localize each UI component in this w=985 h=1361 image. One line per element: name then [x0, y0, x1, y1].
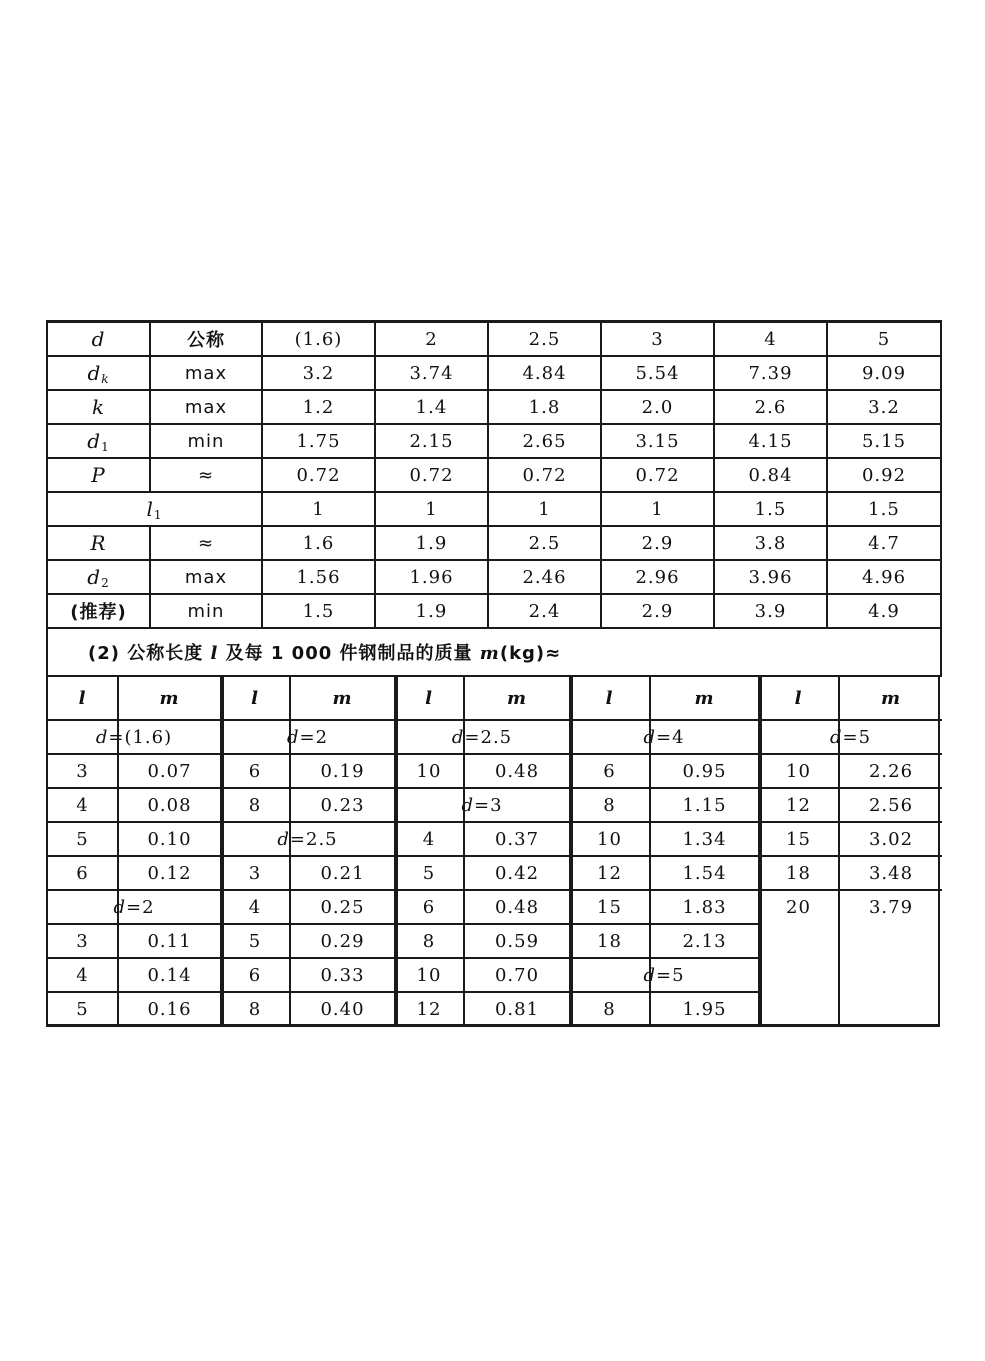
mass-row — [395, 856, 569, 890]
mass-row — [48, 924, 220, 958]
value-cell: 0.72 — [488, 458, 601, 492]
length-cell: 10 — [570, 822, 650, 856]
mass-cell: 0.40 — [320, 998, 365, 1020]
row-symbol — [47, 356, 150, 390]
mass-row — [759, 890, 942, 923]
mass-row — [221, 788, 394, 822]
length-cell: 4 — [221, 890, 290, 924]
mass-row — [395, 992, 569, 1025]
mass-row — [48, 958, 220, 992]
column-divider — [117, 677, 119, 1024]
length-cell: 10 — [759, 754, 839, 788]
title-middle: 及每 1 000 件钢制品的质量 — [218, 643, 480, 664]
spec-row — [47, 390, 941, 424]
dimension-table — [46, 320, 942, 677]
diameter-value: =3 — [473, 794, 503, 816]
mass-row — [395, 890, 569, 924]
length-cell: 15 — [570, 890, 650, 924]
column-divider — [289, 677, 291, 1024]
mass-group — [759, 677, 942, 1024]
mass-cell: 0.37 — [464, 822, 569, 856]
value-cell: 4.15 — [714, 424, 827, 458]
mass-cell: 0.19 — [290, 754, 394, 788]
length-cell: 10 — [395, 958, 464, 992]
symbol-letter: R — [90, 531, 107, 555]
length-cell: 8 — [221, 788, 290, 822]
mass-group — [221, 677, 398, 1024]
title-suffix: (kg)≈ — [499, 643, 562, 664]
diameter-value: =2.5 — [464, 726, 513, 748]
diameter-symbol: d — [286, 726, 300, 748]
value-cell: 4.84 — [488, 356, 601, 390]
mass-cell: 0.42 — [464, 856, 569, 890]
value-cell: 1.9 — [375, 526, 488, 560]
symbol-letter: P — [91, 463, 106, 487]
title-m-symbol: m — [479, 643, 500, 664]
length-cell: 5 — [48, 822, 118, 856]
value-cell: 1.5 — [262, 594, 375, 628]
mass-row — [570, 856, 758, 890]
length-cell: 5 — [221, 924, 290, 958]
mass-cell: 0.48 — [464, 754, 569, 788]
col-header-m: m — [839, 677, 942, 720]
length-cell: 8 — [570, 992, 650, 1025]
mass-row — [395, 924, 569, 958]
value-cell: 0.72 — [375, 458, 488, 492]
spec-row — [47, 492, 941, 526]
length-cell: 8 — [221, 992, 290, 1025]
mass-cell: 0.16 — [147, 998, 192, 1020]
length-cell: 3 — [48, 754, 118, 788]
spec-row — [47, 458, 941, 492]
size-cell: (1.6) — [262, 322, 375, 357]
mass-header-row — [221, 677, 394, 720]
size-cell: 3 — [601, 322, 714, 357]
symbol-letter: l — [146, 496, 154, 521]
diameter-section-row — [48, 720, 220, 754]
value-cell: 4.96 — [827, 560, 941, 594]
diameter-value: =4 — [655, 726, 685, 748]
col-header-m: m — [290, 677, 394, 720]
value-cell: 1.6 — [262, 526, 375, 560]
length-cell: 12 — [395, 992, 464, 1025]
col-header-l: l — [48, 677, 118, 720]
length-cell: 5 — [395, 856, 464, 890]
mass-cell: 0.21 — [290, 856, 394, 890]
row-qualifier: min — [150, 594, 262, 628]
mass-cell: 2.13 — [650, 924, 758, 958]
mass-row — [48, 754, 220, 788]
length-cell: 3 — [48, 924, 118, 958]
mass-cell: 3.79 — [868, 896, 914, 918]
diameter-section-row — [570, 958, 758, 992]
value-cell: 7.39 — [714, 356, 827, 390]
mass-cell: 0.10 — [118, 822, 220, 856]
value-cell: 1 — [262, 492, 375, 526]
col-header-m: m — [118, 677, 220, 720]
mass-cell: 1.15 — [650, 788, 758, 822]
diameter-section-row — [395, 720, 569, 754]
mass-cell: 0.08 — [118, 788, 220, 822]
value-cell: 3.2 — [827, 390, 941, 424]
length-cell: 3 — [221, 856, 290, 890]
value-cell: 3.8 — [714, 526, 827, 560]
value-cell: 5.54 — [601, 356, 714, 390]
diameter-symbol: d — [829, 726, 843, 748]
mass-group-table — [759, 677, 942, 923]
recommended-note: (推荐) — [47, 594, 150, 628]
mass-cell: 2.56 — [839, 788, 942, 822]
diameter-value: =2 — [125, 896, 155, 918]
diameter-section-row — [221, 720, 394, 754]
row-qualifier: max — [150, 390, 262, 424]
mass-cell: 0.25 — [290, 890, 394, 924]
length-cell: 12 — [570, 856, 650, 890]
diameter-label — [759, 720, 942, 754]
length-cell: 6 — [395, 890, 464, 924]
value-cell: 3.15 — [601, 424, 714, 458]
title-prefix: (2) 公称长度 — [88, 643, 211, 664]
col-header-l: l — [221, 677, 290, 720]
length-cell: 10 — [395, 754, 464, 788]
diameter-symbol: d — [451, 726, 465, 748]
spec-row-d2-max — [47, 560, 941, 594]
mass-cell: 0.14 — [118, 958, 220, 992]
title-l-symbol: l — [210, 643, 219, 664]
diameter-section-row — [759, 720, 942, 754]
mass-group — [570, 677, 762, 1024]
symbol-subscript: 1 — [101, 439, 110, 454]
symbol-letter: d — [87, 360, 102, 385]
diameter-value: =5 — [842, 726, 872, 748]
diameter-label — [395, 720, 569, 754]
mass-cell: 0.81 — [494, 998, 540, 1020]
row-symbol — [47, 390, 150, 424]
mass-row — [759, 754, 942, 788]
mass-cell: 1.54 — [650, 856, 758, 890]
symbol-subscript: 1 — [153, 507, 163, 522]
length-cell: 4 — [48, 788, 118, 822]
column-divider — [649, 677, 651, 1024]
diameter-symbol: d — [113, 896, 126, 918]
value-cell: 3.96 — [714, 560, 827, 594]
row-symbol — [47, 492, 262, 526]
value-cell: 1.96 — [375, 560, 488, 594]
value-cell: 3.9 — [714, 594, 827, 628]
mass-row — [221, 856, 394, 890]
value-cell: 1.4 — [375, 390, 488, 424]
col-header-m: m — [650, 677, 758, 720]
mass-row — [395, 754, 569, 788]
row-symbol — [47, 424, 150, 458]
mass-table — [46, 677, 940, 1027]
diameter-value: =2.5 — [289, 828, 338, 850]
spec-row — [47, 526, 941, 560]
diameter-label — [221, 822, 394, 856]
mass-cell: 0.59 — [464, 924, 569, 958]
value-cell: 1 — [488, 492, 601, 526]
size-cell: 2 — [375, 322, 488, 357]
mass-group — [395, 677, 573, 1024]
mass-row — [221, 958, 394, 992]
value-cell: 0.72 — [601, 458, 714, 492]
mass-row — [395, 822, 569, 856]
length-cell: 4 — [48, 958, 118, 992]
column-divider — [463, 677, 465, 1024]
value-cell: 2.9 — [601, 526, 714, 560]
value-cell: 4.7 — [827, 526, 941, 560]
row-qualifier: ≈ — [150, 526, 262, 560]
mass-cell: 0.29 — [290, 924, 394, 958]
size-cell: 5 — [827, 322, 941, 357]
spec-row — [47, 356, 941, 390]
mass-group-table — [221, 677, 394, 1025]
diameter-section-row — [221, 822, 394, 856]
value-cell: 1.5 — [827, 492, 941, 526]
row-qualifier: max — [150, 560, 262, 594]
size-cell: 2.5 — [488, 322, 601, 357]
diameter-value: =2 — [299, 726, 329, 748]
mass-row — [221, 754, 394, 788]
mass-row — [570, 822, 758, 856]
symbol-subscript: k — [101, 371, 110, 386]
length-cell: 6 — [48, 856, 118, 890]
diameter-label — [48, 720, 220, 754]
mass-row — [395, 958, 569, 992]
mass-row — [759, 856, 942, 890]
mass-row — [221, 924, 394, 958]
diameter-symbol: d — [643, 964, 656, 986]
value-cell: 1.8 — [488, 390, 601, 424]
mass-cell: 3.48 — [839, 856, 942, 890]
length-cell: 20 — [759, 890, 839, 923]
symbol-letter: k — [91, 395, 106, 419]
mass-row — [221, 992, 394, 1025]
diameter-section-row — [48, 890, 220, 924]
row-symbol — [47, 458, 150, 492]
diameter-value: =(1.6) — [108, 726, 173, 748]
mass-cell: 0.12 — [118, 856, 220, 890]
length-cell: 18 — [759, 856, 839, 890]
value-cell: 1.75 — [262, 424, 375, 458]
row-symbol — [47, 526, 150, 560]
row-qualifier: max — [150, 356, 262, 390]
row-symbol — [47, 560, 150, 594]
value-cell: 0.84 — [714, 458, 827, 492]
mass-cell: 2.26 — [839, 754, 942, 788]
mass-header-row — [759, 677, 942, 720]
value-cell: 2.4 — [488, 594, 601, 628]
diameter-label — [48, 890, 220, 924]
mass-header-row — [395, 677, 569, 720]
row-qualifier: min — [150, 424, 262, 458]
mass-header-row — [48, 677, 220, 720]
header-row — [47, 322, 941, 357]
value-cell: 0.72 — [262, 458, 375, 492]
length-cell: 8 — [395, 924, 464, 958]
mass-cell: 0.07 — [118, 754, 220, 788]
length-cell: 8 — [570, 788, 650, 822]
column-divider — [838, 677, 840, 1024]
mass-cell: 0.95 — [650, 754, 758, 788]
symbol-letter: d — [87, 428, 102, 453]
value-cell: 2.46 — [488, 560, 601, 594]
value-cell: 2.15 — [375, 424, 488, 458]
value-cell: 4.9 — [827, 594, 941, 628]
mass-cell: 0.11 — [118, 924, 220, 958]
value-cell: 2.96 — [601, 560, 714, 594]
row-symbol: d — [47, 322, 150, 357]
length-cell: 18 — [570, 924, 650, 958]
diameter-label — [395, 788, 569, 822]
mass-row — [48, 788, 220, 822]
diameter-label — [570, 720, 758, 754]
size-cell: 4 — [714, 322, 827, 357]
length-cell: 15 — [759, 822, 839, 856]
mass-cell: 1.95 — [682, 998, 727, 1020]
document-page — [46, 320, 940, 1027]
col-header-l: l — [395, 677, 464, 720]
mass-row — [570, 754, 758, 788]
length-cell: 6 — [221, 958, 290, 992]
mass-header-row — [570, 677, 758, 720]
mass-group-table — [395, 677, 569, 1025]
col-header-l: l — [570, 677, 650, 720]
diameter-label — [570, 958, 758, 992]
value-cell: 0.92 — [827, 458, 941, 492]
mass-cell: 0.48 — [464, 890, 569, 924]
value-cell: 2.5 — [488, 526, 601, 560]
mass-group-table — [48, 677, 220, 1025]
mass-group — [48, 677, 224, 1024]
value-cell: 2.65 — [488, 424, 601, 458]
diameter-symbol: d — [643, 726, 656, 748]
mass-cell: 1.83 — [650, 890, 758, 924]
value-cell: 1.5 — [714, 492, 827, 526]
spec-row — [47, 424, 941, 458]
value-cell: 1.56 — [262, 560, 375, 594]
mass-cell: 0.33 — [290, 958, 394, 992]
mass-row — [221, 890, 394, 924]
mass-row — [570, 924, 758, 958]
diameter-symbol: d — [461, 794, 474, 816]
length-cell: 5 — [48, 992, 118, 1025]
mass-cell: 0.23 — [290, 788, 394, 822]
value-cell: 3.2 — [262, 356, 375, 390]
section-title-row — [47, 628, 941, 676]
mass-row — [570, 788, 758, 822]
row-qualifier: ≈ — [150, 458, 262, 492]
diameter-label — [221, 720, 394, 754]
row-qualifier: 公称 — [150, 322, 262, 357]
mass-cell: 3.02 — [839, 822, 942, 856]
symbol-letter: d — [87, 564, 102, 589]
value-cell: 1 — [375, 492, 488, 526]
value-cell: 2.6 — [714, 390, 827, 424]
length-cell: 6 — [570, 754, 650, 788]
mass-row — [759, 822, 942, 856]
diameter-section-row — [395, 788, 569, 822]
length-cell: 6 — [221, 754, 290, 788]
mass-row — [759, 788, 942, 822]
diameter-symbol: d — [95, 726, 109, 748]
value-cell: 3.74 — [375, 356, 488, 390]
col-header-m: m — [464, 677, 569, 720]
diameter-value: =5 — [655, 964, 685, 986]
value-cell: 9.09 — [827, 356, 941, 390]
mass-row — [48, 992, 220, 1025]
mass-row — [48, 822, 220, 856]
diameter-symbol: d — [277, 828, 290, 850]
mass-cell: 1.34 — [650, 822, 758, 856]
symbol-subscript: 2 — [101, 575, 110, 590]
mass-cell: 0.70 — [464, 958, 569, 992]
diameter-section-row — [570, 720, 758, 754]
value-cell: 5.15 — [827, 424, 941, 458]
value-cell: 1.2 — [262, 390, 375, 424]
section-title — [47, 628, 941, 676]
mass-group-table — [570, 677, 758, 1025]
mass-row — [570, 992, 758, 1025]
value-cell: 2.0 — [601, 390, 714, 424]
value-cell: 1.9 — [375, 594, 488, 628]
mass-row — [48, 856, 220, 890]
mass-row — [570, 890, 758, 924]
length-cell: 12 — [759, 788, 839, 822]
length-cell: 4 — [395, 822, 464, 856]
value-cell: 2.9 — [601, 594, 714, 628]
value-cell: 1 — [601, 492, 714, 526]
col-header-l: l — [759, 677, 839, 720]
spec-row-d2-min — [47, 594, 941, 628]
